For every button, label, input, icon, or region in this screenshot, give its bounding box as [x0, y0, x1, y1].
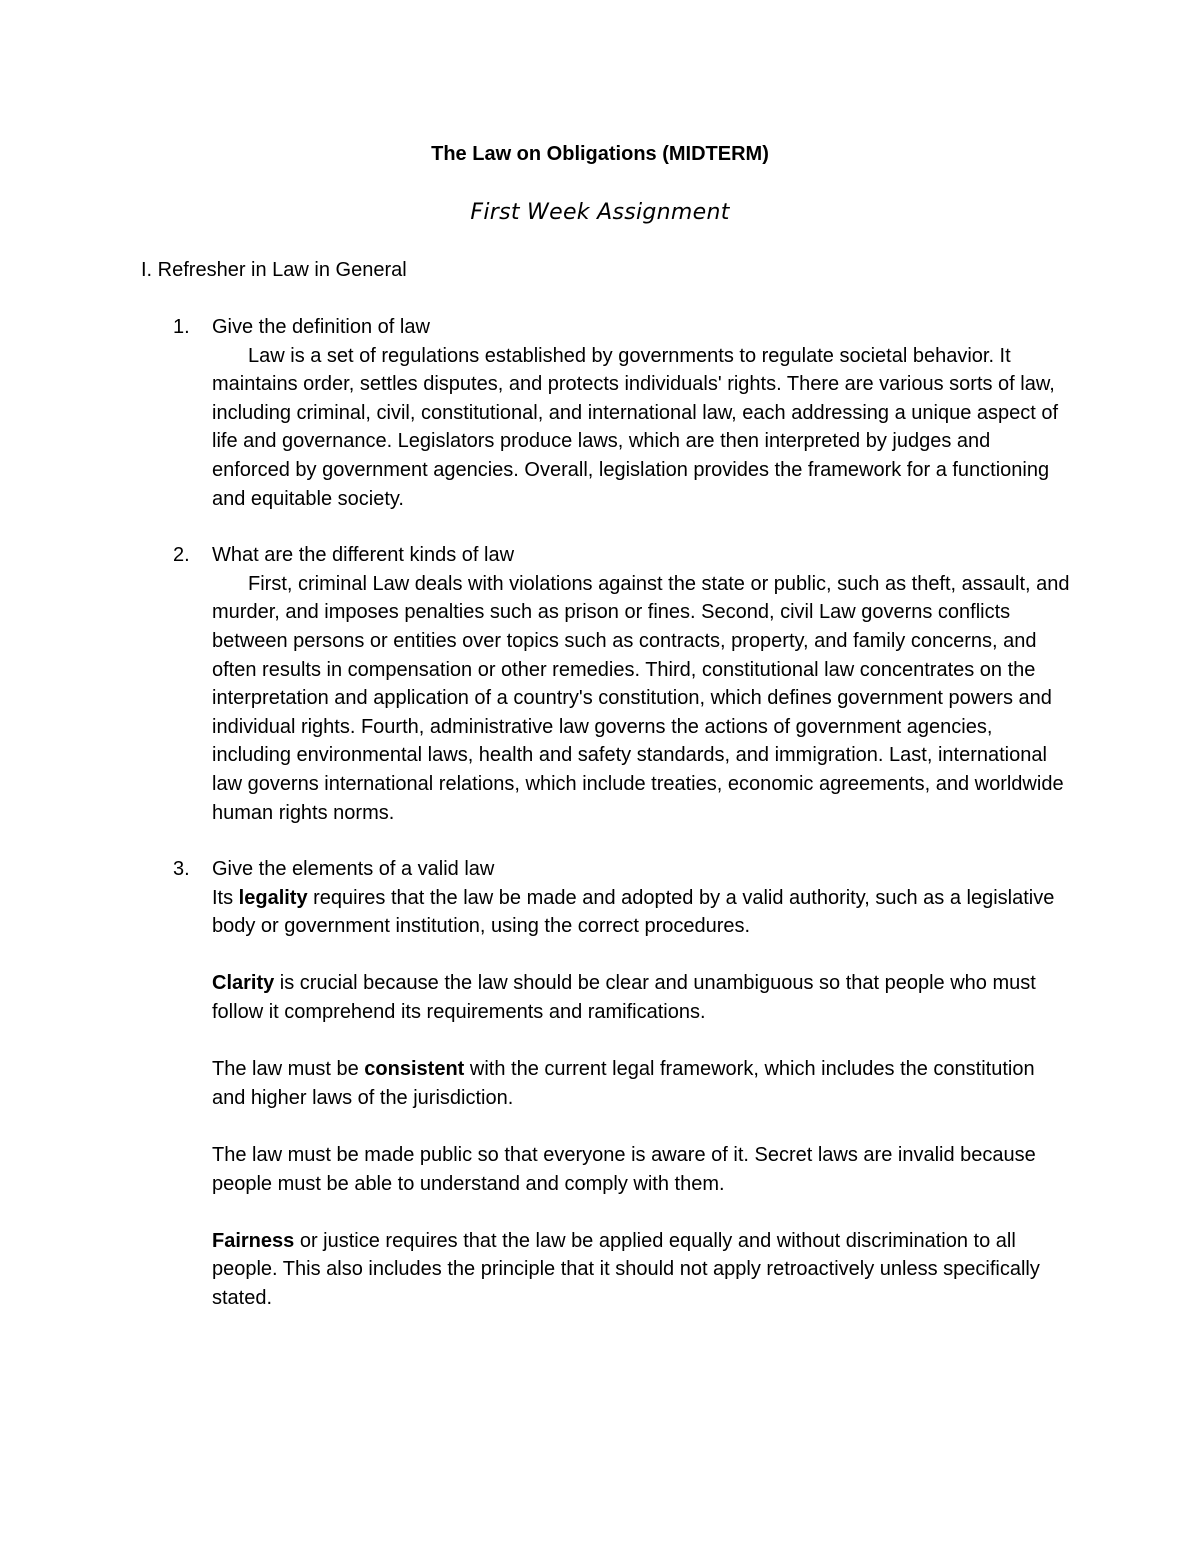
paragraph-text: or justice requires that the law be applied equally and without discrimination to all people. This also includes the principle that it should not apply retroactively unless specifically stated.	[212, 1229, 1040, 1309]
element-paragraph-consistency	[212, 1055, 1072, 1112]
question-item-2	[0, 541, 1200, 827]
question-list	[0, 313, 1200, 1341]
element-paragraph-clarity	[212, 969, 1072, 1026]
paragraph-bold-term: Fairness	[212, 1229, 295, 1252]
element-paragraph-fairness	[212, 1227, 1072, 1313]
question-item-3	[0, 855, 1200, 1313]
item-question: Give the elements of a valid law	[212, 858, 495, 881]
item-answer	[212, 570, 1072, 827]
section-heading: I. Refresher in Law in General	[141, 259, 407, 281]
item-number: 1.	[173, 316, 190, 338]
question-item-1	[0, 313, 1200, 513]
paragraph-bold-term: consistent	[364, 1058, 465, 1081]
element-paragraph-legality	[212, 884, 1072, 941]
element-paragraph-publicity	[212, 1141, 1072, 1198]
paragraph-bold-term: Clarity	[212, 972, 275, 995]
item-body	[212, 855, 1072, 1313]
paragraph-text: requires that the law be made and adopted by a valid authority, such as a legislative body or government institution, using the correct procedures.	[212, 886, 1055, 938]
item-answer-text: Law is a set of regulations established by governments to regulate societal behavior. It maintains order, settles disputes, and protects individuals' rights. There are various sorts of law, including criminal, civil, constitutional, and international law, each addressing a unique aspect of life and governance. Legislators produce laws, which are then interpreted by judges and enforced by government agencies. Overall, legislation provides the framework for a functioning and equitable society.	[212, 344, 1059, 510]
paragraph-text: with the current legal framework, which includes the constitution and higher laws of the jurisdiction.	[212, 1058, 1035, 1109]
paragraph-bold-term: legality	[238, 886, 308, 909]
paragraph-text: is crucial because the law should be clear and unambiguous so that people who must follow it comprehend its requirements and ramifications.	[212, 972, 1036, 1024]
item-body	[212, 313, 1072, 513]
item-body	[212, 541, 1072, 827]
item-question: Give the definition of law	[212, 316, 430, 338]
paragraph-text: The law must be made public so that everyone is aware of it. Secret laws are invalid because people must be able to understand and comply with them.	[212, 1144, 1036, 1195]
item-number: 2.	[173, 544, 190, 567]
document-subtitle: First Week Assignment	[470, 200, 730, 225]
document-title: The Law on Obligations (MIDTERM)	[431, 143, 769, 165]
item-answer	[212, 342, 1072, 514]
paragraph-text: Its	[212, 886, 239, 909]
item-question: What are the different kinds of law	[212, 544, 515, 567]
item-answer-text: First, criminal Law deals with violations against the state or public, such as theft, assault, and murder, and imposes penalties such as prison or fines. Second, civil Law governs conflicts between persons or entities over topics such as contracts, property, and family concerns, and often results in compensation or other remedies. Third, constitutional law concentrates on the interpretation and application of a country's constitution, which defines government powers and individual rights. Fourth, administrative law governs the actions of government agencies, including environmental laws, health and safety standards, and immigration. Last, international law governs international relations, which include treaties, economic agreements, and worldwide human rights norms.	[212, 572, 1070, 824]
item-number: 3.	[173, 858, 190, 881]
paragraph-text: The law must be	[212, 1058, 365, 1081]
